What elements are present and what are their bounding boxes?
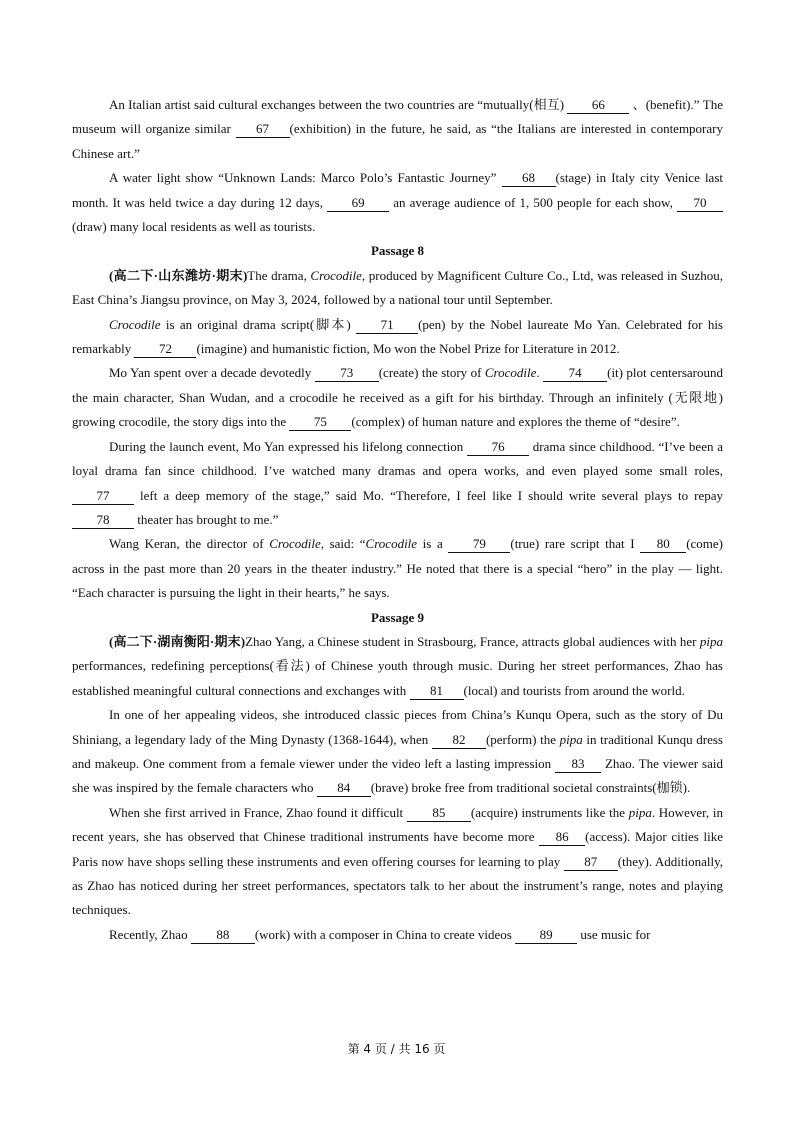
blank-66[interactable]: 66 xyxy=(567,96,629,114)
blank-88[interactable]: 88 xyxy=(191,926,255,944)
blank-89[interactable]: 89 xyxy=(515,926,577,944)
blank-86[interactable]: 86 xyxy=(539,828,585,846)
blank-71[interactable]: 71 xyxy=(356,316,418,334)
blank-80[interactable]: 80 xyxy=(640,535,686,553)
blank-83[interactable]: 83 xyxy=(555,755,601,773)
paragraph: (高二下·湖南衡阳·期末)Zhao Yang, a Chinese student in Strasbourg, France, attracts global audiences with her pipa performances, redefining perceptions(看法) of Chinese youth through music. During her street performances, Zhao has established meaningful cultural connections and exchanges with 81 (local) and tourists from around the world. xyxy=(72,633,723,698)
blank-82[interactable]: 82 xyxy=(432,731,486,749)
passage-9-title: Passage 9 xyxy=(370,609,425,625)
paragraph: An Italian artist said cultural exchanges between the two countries are “mutually(相互) 66 、(benefit).” The museum will organize similar 67 (exhibition) in the future, he said, as “the Italians are interested in contemporary Chinese art.” xyxy=(72,97,724,161)
blank-85[interactable]: 85 xyxy=(407,804,471,822)
blank-73[interactable]: 73 xyxy=(315,364,379,382)
blank-69[interactable]: 69 xyxy=(327,194,389,212)
source-tag: (高二下·湖南衡阳·期末) xyxy=(109,633,246,649)
paragraph: When she first arrived in France, Zhao found it difficult 85 (acquire) instruments like the pipa. However, in recent years, she has observed that Chinese traditional instruments have become more 86 (access). Major cities like Paris now have shops selling these instruments and even offering courses for learning to play 87 (they). Additionally, as Zhao has noticed during her street performances, spectators talk to her about the instrument’s range, notes and playing techniques. xyxy=(72,804,723,918)
paragraph: In one of her appealing videos, she introduced classic pieces from China’s Kunqu Opera, such as the story of Du Shiniang, a legendary lady of the Ming Dynasty (1368-1644), when 82 (perform) the pipa in traditional Kunqu dress and makeup. One comment from a female viewer under the video left a lasting impression 83 Zhao. The viewer said she was inspired by the female characters who 84 (brave) broke free from traditional societal constraints(枷锁). xyxy=(72,707,723,796)
blank-67[interactable]: 67 xyxy=(236,120,290,138)
source-tag: (高二下·山东潍坊·期末) xyxy=(109,267,248,283)
blank-87[interactable]: 87 xyxy=(564,853,618,871)
blank-76[interactable]: 76 xyxy=(467,438,529,456)
paragraph: Recently, Zhao 88 (work) with a composer in China to create videos 89 use music for xyxy=(109,926,651,942)
blank-81[interactable]: 81 xyxy=(410,682,464,700)
paragraph: During the launch event, Mo Yan expressed his lifelong connection 76 drama since childhood. “I’ve been a loyal drama fan since childhood. I’ve watched many dramas and opera works, and even played some small roles, 77 left a deep memory of the stage,” said Mo. “Therefore, I feel like I should write several plays to repay 78 theater has brought to me.” xyxy=(72,438,723,527)
paragraph: (高二下·山东潍坊·期末)The drama, Crocodile, produced by Magnificent Culture Co., Ltd, was released in Suzhou, East China’s Jiangsu province, on May 3, 2024, followed by a national tour until September. xyxy=(72,267,723,308)
paragraph: Wang Keran, the director of Crocodile, said: “Crocodile is a 79 (true) rare script that I 80 (come) across in the past more than 20 years in the theater industry.” He noted that there is a special “hero” in the play — light. “Each character is pursuing the light in their hearts,” he says. xyxy=(72,536,724,601)
passage-8-title: Passage 8 xyxy=(370,243,425,259)
paragraph: A water light show “Unknown Lands: Marco Polo’s Fantastic Journey” 68 (stage) in Italy city Venice last month. It was held twice a day during 12 days, 69 an average audience of 1, 500 people for each show, 70(draw) many local residents as well as tourists. xyxy=(72,170,724,235)
blank-78[interactable]: 78 xyxy=(72,511,134,529)
blank-72[interactable]: 72 xyxy=(134,340,196,358)
page-footer: 第 4 页 / 共 16 页 xyxy=(347,1042,446,1056)
blank-70[interactable]: 70 xyxy=(677,194,723,212)
blank-84[interactable]: 84 xyxy=(317,779,371,797)
blank-77[interactable]: 77 xyxy=(72,487,134,505)
paragraph: Mo Yan spent over a decade devotedly 73 (create) the story of Crocodile. 74 (it) plot centersaround the main character, Shan Wudan, and a crocodile he received as a gift for his birthday. Through an infinitely (无限地) growing crocodile, the story digs into the 75 (complex) of human nature and explores the theme of “desire”. xyxy=(72,365,724,430)
blank-75[interactable]: 75 xyxy=(289,413,351,431)
blank-68[interactable]: 68 xyxy=(502,169,556,187)
blank-79[interactable]: 79 xyxy=(448,535,510,553)
paragraph: Crocodile is an original drama script(脚本) 71 (pen) by the Nobel laureate Mo Yan. Celebrated for his remarkably 72 (imagine) and humanistic fiction, Mo won the Nobel Prize for Literature in 2012. xyxy=(72,316,723,357)
document-page xyxy=(72,93,723,947)
blank-74[interactable]: 74 xyxy=(543,364,607,382)
